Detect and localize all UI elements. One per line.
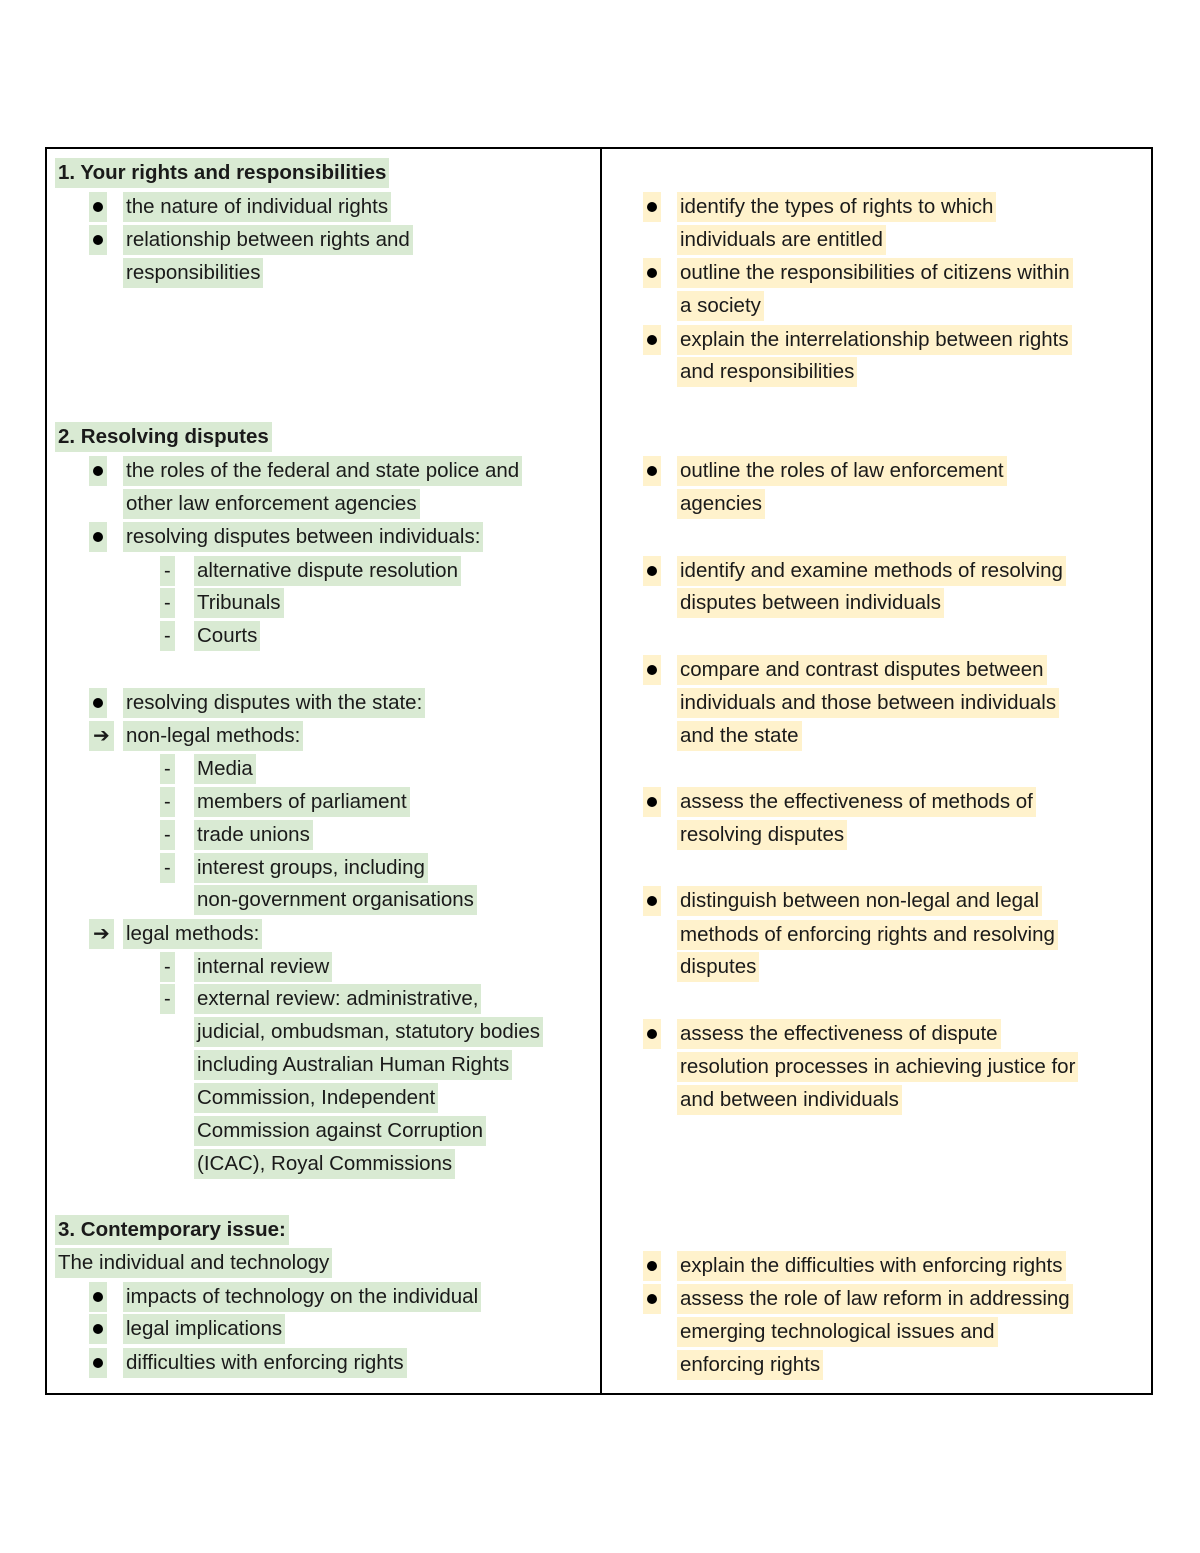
sub-item: Tribunals [194, 588, 284, 618]
bullet-icon [643, 787, 661, 817]
outcome-item: explain the difficulties with enforcing rights [677, 1251, 1066, 1281]
bullet-icon [89, 522, 107, 552]
outcome-item: assess the effectiveness of methods of [677, 787, 1036, 817]
sub-item: internal review [194, 952, 332, 982]
outcome-item-cont: resolution processes in achieving justice for [677, 1052, 1078, 1082]
list-item: the nature of individual rights [123, 192, 391, 222]
outcome-item: identify and examine methods of resolving [677, 556, 1066, 586]
list-item: resolving disputes between individuals: [123, 522, 483, 552]
bullet-icon [89, 225, 107, 255]
outcome-item-cont: and between individuals [677, 1085, 902, 1115]
list-item: impacts of technology on the individual [123, 1282, 481, 1312]
dash-icon: - [160, 556, 175, 586]
bullet-icon [643, 192, 661, 222]
section-3-title: 3. Contemporary issue: [55, 1215, 289, 1245]
dash-icon: - [160, 787, 175, 817]
section-2-title: 2. Resolving disputes [55, 422, 272, 452]
bullet-icon [89, 688, 107, 718]
outcome-item: distinguish between non-legal and legal [677, 886, 1042, 916]
outcome-item-cont: agencies [677, 489, 765, 519]
sub-item-cont: judicial, ombudsman, statutory bodies [194, 1017, 543, 1047]
list-item: non-legal methods: [123, 721, 303, 751]
bullet-icon [643, 258, 661, 288]
bullet-icon [643, 556, 661, 586]
outcome-item-cont: resolving disputes [677, 820, 847, 850]
list-item-cont: responsibilities [123, 258, 263, 288]
dash-icon: - [160, 952, 175, 982]
outcome-item-cont: methods of enforcing rights and resolving [677, 920, 1058, 950]
bullet-icon [643, 1284, 661, 1314]
list-item: difficulties with enforcing rights [123, 1348, 407, 1378]
sub-item-cont: including Australian Human Rights [194, 1050, 512, 1080]
outcome-item-cont: individuals and those between individuals [677, 688, 1059, 718]
sub-item: members of parliament [194, 787, 410, 817]
sub-item-cont: Commission against Corruption [194, 1116, 486, 1146]
outcome-item-cont: and responsibilities [677, 357, 857, 387]
list-item: resolving disputes with the state: [123, 688, 425, 718]
arrow-icon: ➔ [89, 919, 114, 949]
bullet-icon [643, 886, 661, 916]
sub-item-cont: Commission, Independent [194, 1083, 438, 1113]
bullet-icon [643, 325, 661, 355]
outcome-item-cont: and the state [677, 721, 802, 751]
outcome-item-cont: a society [677, 291, 764, 321]
sub-item-cont: (ICAC), Royal Commissions [194, 1149, 455, 1179]
dash-icon: - [160, 754, 175, 784]
dash-icon: - [160, 621, 175, 651]
bullet-icon [89, 1348, 107, 1378]
outcome-item-cont: disputes [677, 952, 759, 982]
sub-item: trade unions [194, 820, 313, 850]
sub-item: interest groups, including [194, 853, 428, 883]
sub-item: Media [194, 754, 256, 784]
bullet-icon [643, 1251, 661, 1281]
bullet-icon [643, 1019, 661, 1049]
outcome-item-cont: disputes between individuals [677, 588, 944, 618]
outcome-item: outline the roles of law enforcement [677, 456, 1007, 486]
section-1-title: 1. Your rights and responsibilities [55, 158, 389, 188]
outcome-item: compare and contrast disputes between [677, 655, 1047, 685]
outcome-item: explain the interrelationship between rights [677, 325, 1072, 355]
dash-icon: - [160, 984, 175, 1014]
outcome-item: assess the effectiveness of dispute [677, 1019, 1001, 1049]
column-divider [600, 147, 602, 1395]
list-item: legal implications [123, 1314, 285, 1344]
dash-icon: - [160, 820, 175, 850]
sub-item: Courts [194, 621, 260, 651]
bullet-icon [643, 655, 661, 685]
outcome-item: outline the responsibilities of citizens within [677, 258, 1073, 288]
dash-icon: - [160, 853, 175, 883]
sub-item: external review: administrative, [194, 984, 481, 1014]
dash-icon: - [160, 588, 175, 618]
list-item: relationship between rights and [123, 225, 413, 255]
list-item: the roles of the federal and state police and [123, 456, 522, 486]
section-3-subtitle: The individual and technology [55, 1248, 332, 1278]
bullet-icon [89, 456, 107, 486]
list-item-cont: other law enforcement agencies [123, 489, 420, 519]
list-item: legal methods: [123, 919, 262, 949]
bullet-icon [89, 1314, 107, 1344]
outcome-item-cont: individuals are entitled [677, 225, 886, 255]
sub-item-cont: non-government organisations [194, 885, 477, 915]
bullet-icon [89, 1282, 107, 1312]
outcome-item: assess the role of law reform in addressing [677, 1284, 1073, 1314]
arrow-icon: ➔ [89, 721, 114, 751]
bullet-icon [89, 192, 107, 222]
outcome-item-cont: enforcing rights [677, 1350, 823, 1380]
outcome-item: identify the types of rights to which [677, 192, 996, 222]
sub-item: alternative dispute resolution [194, 556, 461, 586]
bullet-icon [643, 456, 661, 486]
outcome-item-cont: emerging technological issues and [677, 1317, 998, 1347]
